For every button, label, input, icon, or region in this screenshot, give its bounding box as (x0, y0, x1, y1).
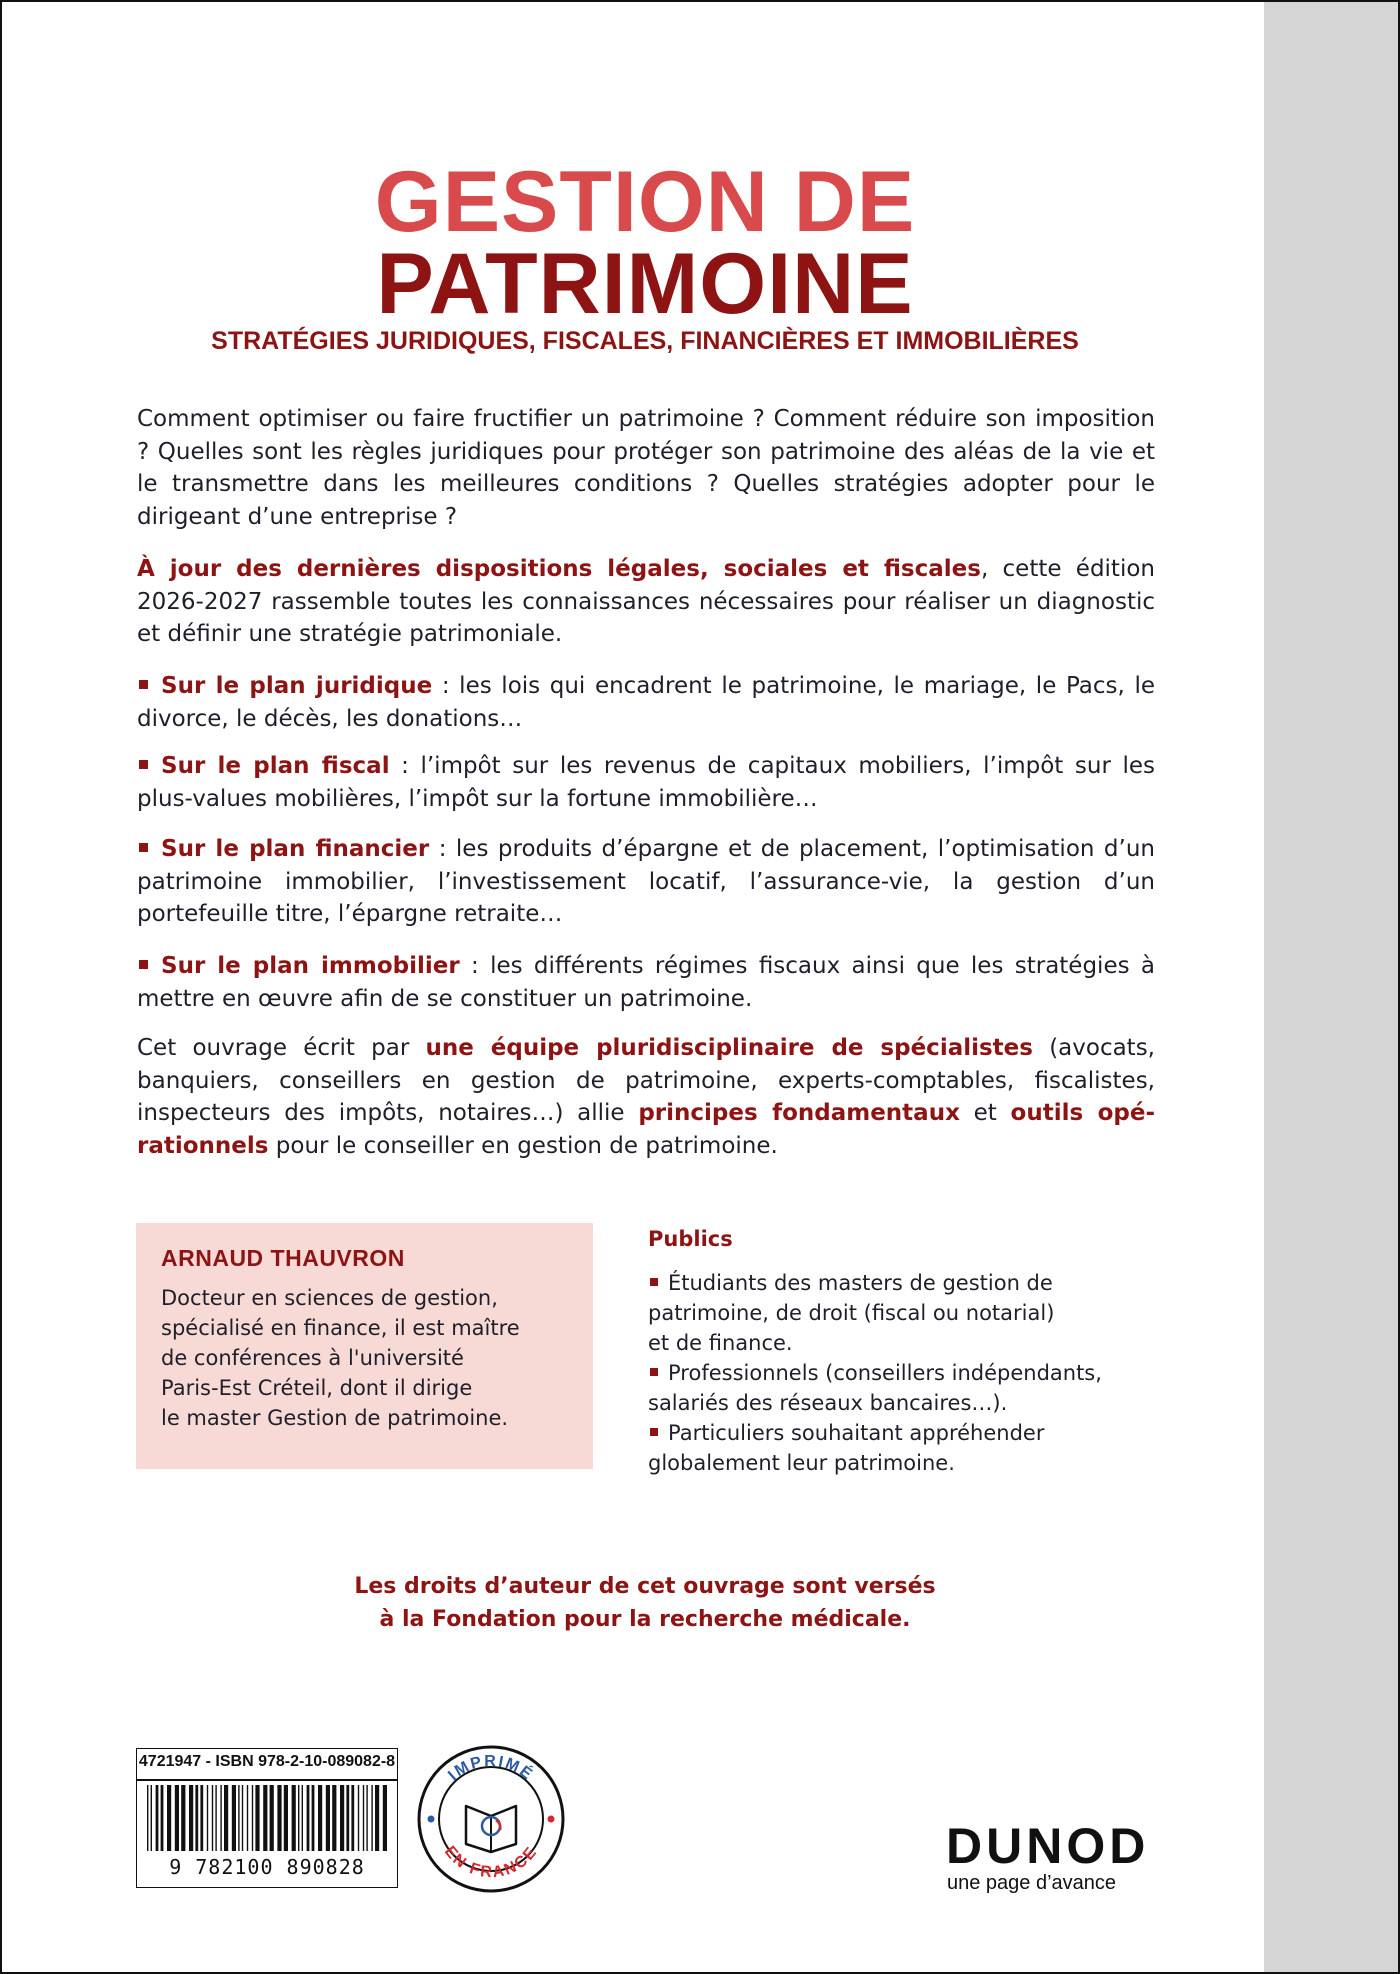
title-line-1: GESTION DE (374, 154, 916, 250)
barcode-bar (220, 1785, 221, 1851)
publics-line: Particuliers souhaitant appréhender (668, 1421, 1045, 1445)
isbn-divider (137, 1779, 397, 1781)
publisher-tagline: une page d’avance (947, 1872, 1117, 1894)
closing-text: (avocats, banquiers, conseillers en gestion de patrimoine, experts-comptables, fiscalistes, inspecteurs des impôts, notaires…) allie (137, 1035, 1155, 1126)
bullet-square-icon (650, 1428, 658, 1436)
isbn-text: 4721947 - ISBN 978-2-10-089082-8 (138, 1753, 396, 1770)
author-bio-line: spécialisé en finance, il est maître (161, 1316, 520, 1340)
author-bio-line: le master Gestion de patrimoine. (161, 1406, 509, 1430)
plan-text: : les différents régimes fiscaux ainsi que les stratégies à mettre en œuvre afin de se constituer un patrimoine. (137, 953, 1155, 1012)
barcode-bar (252, 1785, 253, 1851)
rights-line: Les droits d’auteur de cet ouvrage sont versés (354, 1574, 936, 1599)
plan-text: : les lois qui encadrent le patrimoine, le mariage, le Pacs, le divorce, le décès, les donations… (137, 673, 1155, 732)
barcode-bar (263, 1785, 267, 1851)
bullet-square-icon (650, 1278, 658, 1286)
barcode-bar (207, 1785, 208, 1851)
closing-text: Cet ouvrage écrit par (137, 1035, 426, 1061)
plan-item (137, 670, 1155, 735)
title-line-2: PATRIMOINE (376, 236, 914, 332)
barcode-bar (224, 1785, 228, 1851)
plan-text: : les produits d’épargne et de placement, l’optimisation d’un patrimoine immobilier, l’investissement locatif, l’assurance-vie, la gestion d’un portefeuille titre, l’épargne retraite… (137, 836, 1155, 927)
barcode-bar (383, 1785, 387, 1851)
barcode (136, 1748, 398, 1888)
edition-text: , cette édition 2026-2027 rassemble toutes les connaissances nécessaires pour réaliser un diagnostic et définir une stratégie patrimoniale. (137, 556, 1155, 647)
publics-line: Professionnels (conseillers indépendants, (668, 1361, 1102, 1385)
barcode-bar (232, 1785, 236, 1851)
barcode-bar (332, 1785, 336, 1851)
barcode-bar (302, 1785, 303, 1851)
plan-item (137, 750, 1155, 815)
plan-item (137, 833, 1155, 931)
publisher-logo: DUNOD (946, 1818, 1150, 1874)
barcode-bar (346, 1785, 349, 1851)
barcode-bar (167, 1785, 171, 1851)
publics-line: globalement leur patrimoine. (648, 1451, 955, 1475)
edition-highlight: À jour des dernières dispositions légales, sociales et fiscales (137, 556, 981, 582)
plan-label: Sur le plan financier (161, 836, 430, 862)
barcode-bar (161, 1785, 164, 1851)
barcode-bars (145, 1785, 389, 1855)
author-bio-line: de conférences à l'université (161, 1346, 464, 1370)
barcode-bar (312, 1785, 315, 1851)
edition-paragraph (137, 553, 1155, 651)
barcode-bar (292, 1785, 296, 1851)
barcode-bar (255, 1785, 259, 1851)
barcode-bar (366, 1785, 367, 1851)
barcode-bar (238, 1785, 239, 1851)
author-bio-line: Paris-Est Créteil, dont il dirige (161, 1376, 473, 1400)
barcode-bar (375, 1785, 379, 1851)
barcode-bar (147, 1785, 148, 1851)
barcode-bar (247, 1785, 248, 1851)
barcode-bar (284, 1785, 288, 1851)
publics-item (648, 1268, 1168, 1358)
barcode-bar (175, 1785, 179, 1851)
publics-line: patrimoine, de droit (fiscal ou notarial) (648, 1301, 1055, 1325)
barcode-bar (195, 1785, 198, 1851)
plan-item (137, 950, 1155, 1015)
barcode-bar (270, 1785, 274, 1851)
author-box (136, 1223, 593, 1469)
closing-paragraph (137, 1032, 1155, 1162)
barcode-bar (371, 1785, 372, 1851)
bullet-square-icon (139, 760, 148, 769)
plan-label: Sur le plan immobilier (161, 953, 460, 979)
closing-highlight: principes fondamentaux (638, 1100, 960, 1126)
publics-line: Étudiants des masters de gestion de (668, 1271, 1053, 1295)
barcode-bar (351, 1785, 354, 1851)
author-bio-line: Docteur en sciences de gestion, (161, 1286, 498, 1310)
stamp-bottom-text: EN FRANCE (440, 1843, 542, 1882)
rights-line: à la Fondation pour la recherche médicale. (379, 1607, 911, 1632)
barcode-bar (307, 1785, 310, 1851)
closing-text: et (959, 1100, 1011, 1126)
author-bio (161, 1283, 581, 1433)
closing-highlight: une équipe pluridisciplinaire de spécialistes (425, 1035, 1033, 1061)
plan-label: Sur le plan juridique (161, 673, 433, 699)
bullet-square-icon (139, 843, 148, 852)
barcode-bar (318, 1785, 322, 1851)
publics-item (648, 1418, 1168, 1478)
publics-line: salariés des réseaux bancaires…). (648, 1391, 1008, 1415)
publics-title: Publics (648, 1227, 733, 1251)
rights-notice (0, 1570, 1290, 1636)
author-name: ARNAUD THAUVRON (161, 1245, 405, 1271)
barcode-bar (212, 1785, 213, 1851)
barcode-bar (358, 1785, 359, 1851)
bullet-square-icon (139, 960, 148, 969)
bullet-square-icon (650, 1368, 658, 1376)
imprime-en-france-stamp (416, 1744, 566, 1898)
barcode-bar (215, 1785, 216, 1851)
barcode-bar (151, 1785, 152, 1851)
barcode-bar (242, 1785, 243, 1851)
barcode-bar (189, 1785, 193, 1851)
subtitle: STRATÉGIES JURIDIQUES, FISCALES, FINANCIÈRES ET IMMOBILIÈRES (211, 327, 1079, 355)
barcode-digits: 9 782100 890828 (169, 1855, 365, 1879)
barcode-bar (181, 1785, 185, 1851)
closing-highlight: outils opé-rationnels (137, 1100, 1155, 1159)
closing-text: pour le conseiller en gestion de patrimoine. (268, 1132, 778, 1159)
publics-line: et de finance. (648, 1331, 793, 1355)
publics-section (648, 1224, 1168, 1478)
bullet-square-icon (139, 680, 148, 689)
barcode-bar (363, 1785, 364, 1851)
intro-paragraph: Comment optimiser ou faire fructifier un patrimoine ? Comment réduire son imposition ? Quelles sont les règles juridiques pour protéger son patrimoine des aléas de la vie et le transmettre dans les meilleures conditions ? Quelles stratégies adopter pour le dirigeant d’une entreprise ? (137, 406, 1155, 530)
stamp-top-text: IMPRIMÉ (445, 1753, 537, 1785)
barcode-bar (277, 1785, 281, 1851)
plan-label: Sur le plan fiscal (161, 753, 390, 779)
barcode-bar (156, 1785, 159, 1851)
plan-text: : l’impôt sur les revenus de capitaux mobiliers, l’impôt sur les plus-values mobilières, l’impôt sur la fortune immobilière… (137, 753, 1155, 812)
barcode-bar (340, 1785, 344, 1851)
barcode-bar (298, 1785, 299, 1851)
barcode-bar (326, 1785, 330, 1851)
publics-item (648, 1358, 1168, 1418)
barcode-bar (200, 1785, 203, 1851)
